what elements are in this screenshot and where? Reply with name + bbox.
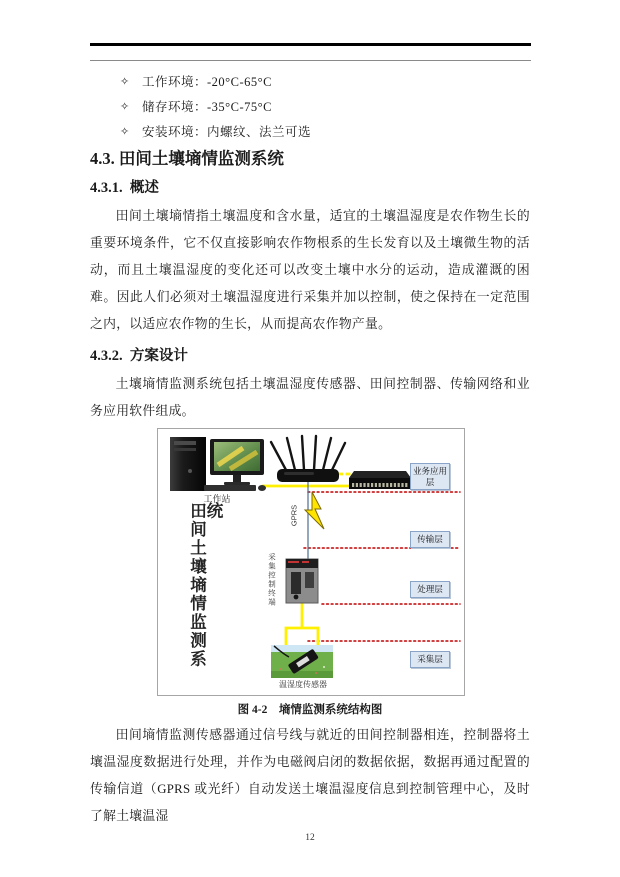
after-figure-paragraph: 田间墒情监测传感器通过信号线与就近的田间控制器相连，控制器将土壤温湿度数据进行处理，并作为电磁阀启闭的数据依据，数据再通过配置的传输信道（GPRS 或光纤）自动发送土壤温湿度信息到控制管理中心，及时了解土壤温湿 xyxy=(90,728,530,823)
diamond-bullet-icon: ✧ xyxy=(120,126,130,138)
spec-storage-env: 储存环境：-35°C-75°C xyxy=(142,100,272,114)
spec-working-env: 工作环境：-20°C-65°C xyxy=(142,75,272,89)
spec-bullet-item xyxy=(120,95,530,120)
spec-install-env: 安装环境：内螺纹、法兰可选 xyxy=(142,125,312,139)
page-number: 12 xyxy=(305,833,315,843)
overview-paragraph: 田间土壤墒情指土壤温度和含水量，适宜的土壤温湿度是农作物生长的重要环境条件，它不仅直接影响农作物根系的生长发育以及土壤微生物的活动，而且土壤温湿度的变化还可以改变土壤中水分的运动，造成灌溉的困难。因此人们必须对土壤温湿度进行采集并加以控制，使之保持在一定范围之内，以适应农作物的生长，从而提高农作物产量。 xyxy=(90,209,530,331)
design-paragraph: 土壤墒情监测系统包括土壤温湿度传感器、田间控制器、传输网络和业务应用软件组成。 xyxy=(90,377,530,418)
layer-box-business: 业务应用层 xyxy=(410,463,450,490)
switch-illustration xyxy=(349,471,411,489)
sensor-illustration xyxy=(271,645,333,678)
layer-box-collection: 采集层 xyxy=(410,651,450,668)
spec-bullet-list xyxy=(120,70,530,145)
figure-side-title: 田间土壤墒情监测系统 xyxy=(187,502,223,669)
layer-divider-lines xyxy=(304,492,460,641)
subsection-heading-design: 4.3.2. 方案设计 xyxy=(90,348,188,364)
collection-terminal-label: 采集控制终端 xyxy=(267,553,277,607)
header-rule-thin xyxy=(90,60,531,61)
layer-box-processing: 处理层 xyxy=(410,581,450,598)
figure-caption: 图 4-2 墒情监测系统结构图 xyxy=(237,704,383,716)
spec-bullet-item xyxy=(120,120,530,145)
section-heading-4-3: 4.3. 田间土壤墒情监测系统 xyxy=(90,149,284,168)
subsection-heading-overview: 4.3.1. 概述 xyxy=(90,180,159,196)
system-structure-figure xyxy=(157,428,465,696)
page-content xyxy=(90,43,530,843)
sensor-label: 温湿度传感器 xyxy=(279,680,327,689)
figure-wrap xyxy=(157,428,463,696)
workstation-illustration xyxy=(170,437,266,491)
header-rule-thick xyxy=(90,43,531,46)
gprs-label: GPRS xyxy=(289,504,299,527)
router-illustration xyxy=(271,436,345,482)
controller-illustration xyxy=(286,559,318,603)
diamond-bullet-icon: ✧ xyxy=(120,76,130,88)
spec-bullet-item xyxy=(120,70,530,95)
diamond-bullet-icon: ✧ xyxy=(120,101,130,113)
workstation-label: 工作站 xyxy=(203,494,231,504)
layer-box-transport: 传输层 xyxy=(410,531,450,548)
